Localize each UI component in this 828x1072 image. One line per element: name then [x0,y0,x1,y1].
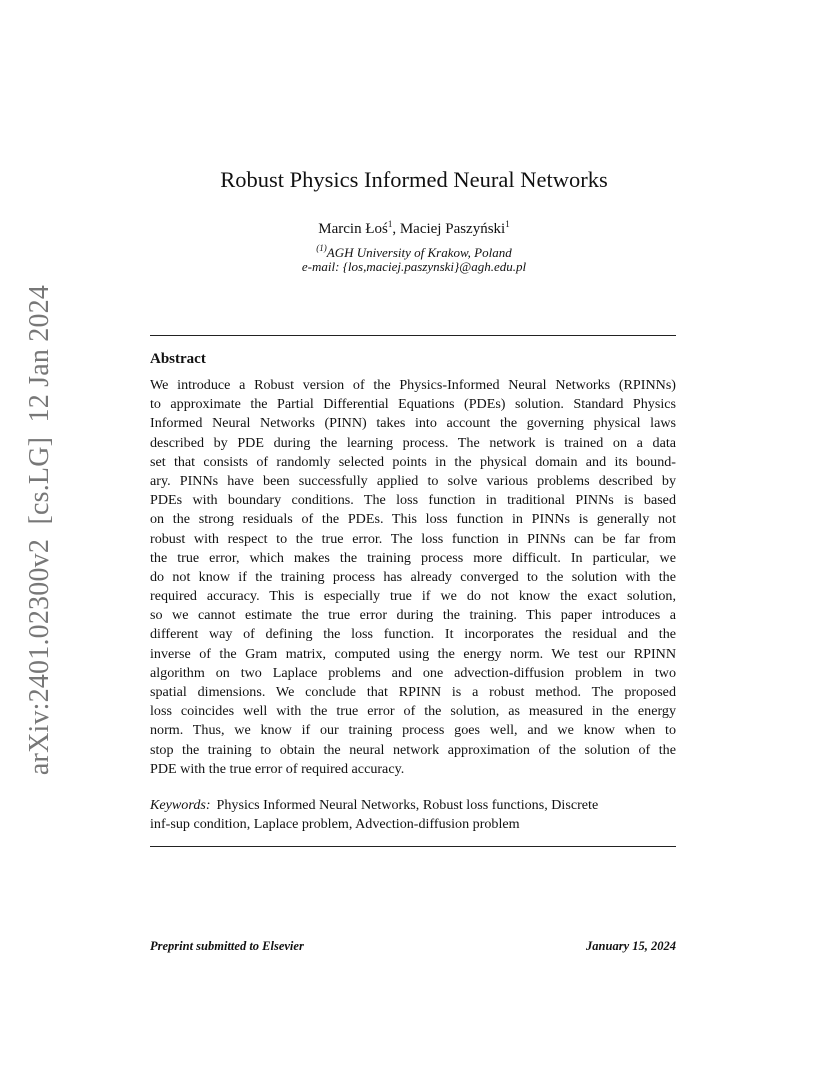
keywords-text: Physics Informed Neural Networks, Robust loss functions, Discrete [216,797,599,813]
keywords-block [150,796,676,834]
keywords-label: Keywords: [150,797,211,813]
abstract-top-rule [150,335,676,336]
author-email: e-mail: {los,maciej.paszynski}@agh.edu.pl [301,259,527,274]
abstract-line: loss coincides well with the true error of the solution, as measured in the energy [150,703,676,720]
abstract-line: to approximate the Partial Differential Equations (PDEs) solution. Standard Physics [150,396,676,413]
abstract-line: spatial dimensions. We conclude that RPINN is a robust method. The proposed [150,684,676,700]
abstract-line: so we cannot estimate the true error during the training. This paper introduces a [150,607,676,624]
abstract-line: We introduce a Robust version of the Physics-Informed Neural Networks (RPINNs) [150,377,676,393]
author-line [0,214,828,239]
abstract-bottom-rule [150,846,676,847]
affiliation-index: (1) [316,243,327,253]
abstract-line: norm. Thus, we know if our training process goes well, and we know when to [150,722,676,739]
preprint-note: Preprint submitted to Elsevier [150,939,304,953]
paper-title: Robust Physics Informed Neural Networks [220,167,608,192]
abstract-line: the true error, which makes the training process more difficult. In particular, we [150,549,676,566]
footer-date: January 15, 2024 [586,939,676,953]
author-separator: , [392,221,400,237]
abstract-line: algorithm on two Laplace problems and one advection-diffusion problem in two [150,664,676,681]
abstract-line: described by PDE during the learning process. The network is trained on a data [150,434,676,451]
abstract-line: inverse of the Gram matrix, computed using the energy norm. We test our RPINN [150,645,676,662]
keywords-line [150,796,676,815]
affiliation-text: AGH University of Krakow, Poland [326,245,512,260]
abstract-line: on the strong residuals of the PDEs. This loss function in PINNs is generally not [150,511,676,528]
author-name: Marcin Łoś [318,221,388,237]
abstract-line: stop the training to obtain the neural network approximation of the solution of the [150,741,676,758]
abstract-line: Informed Neural Networks (PINN) takes into account the governing physical laws [150,415,676,432]
affiliation-mark: 1 [505,219,510,229]
abstract-line: set that consists of randomly selected points in the physical domain and its bound- [150,453,676,470]
abstract-line: PDEs with boundary conditions. The loss function in traditional PINNs is based [150,492,676,509]
author-name: Maciej Paszyński [399,221,506,237]
keywords-line: inf-sup condition, Laplace problem, Advection-diffusion problem [150,816,520,833]
abstract-line: do not know if the training process has already converged to the solution with the [150,568,676,585]
abstract-line: required accuracy. This is especially true if we do not know the exact solution, [150,588,676,605]
abstract-line: ary. PINNs have been successfully applied to solve various problems described by [150,472,676,489]
abstract-line: PDE with the true error of required accuracy. [150,760,405,777]
abstract-heading: Abstract [150,351,206,367]
affiliation-mark: 1 [387,219,393,229]
abstract-body [150,376,676,779]
abstract-line: robust with respect to the true error. The loss function in PINNs can be far from [150,530,676,547]
arxiv-identifier-text: arXiv:2401.02300v2 [cs.LG] 12 Jan 2024 [24,284,55,776]
abstract-line: different way of defining the loss function. It incorporates the residual and the [150,626,676,643]
arxiv-identifier-stamp [20,284,60,776]
